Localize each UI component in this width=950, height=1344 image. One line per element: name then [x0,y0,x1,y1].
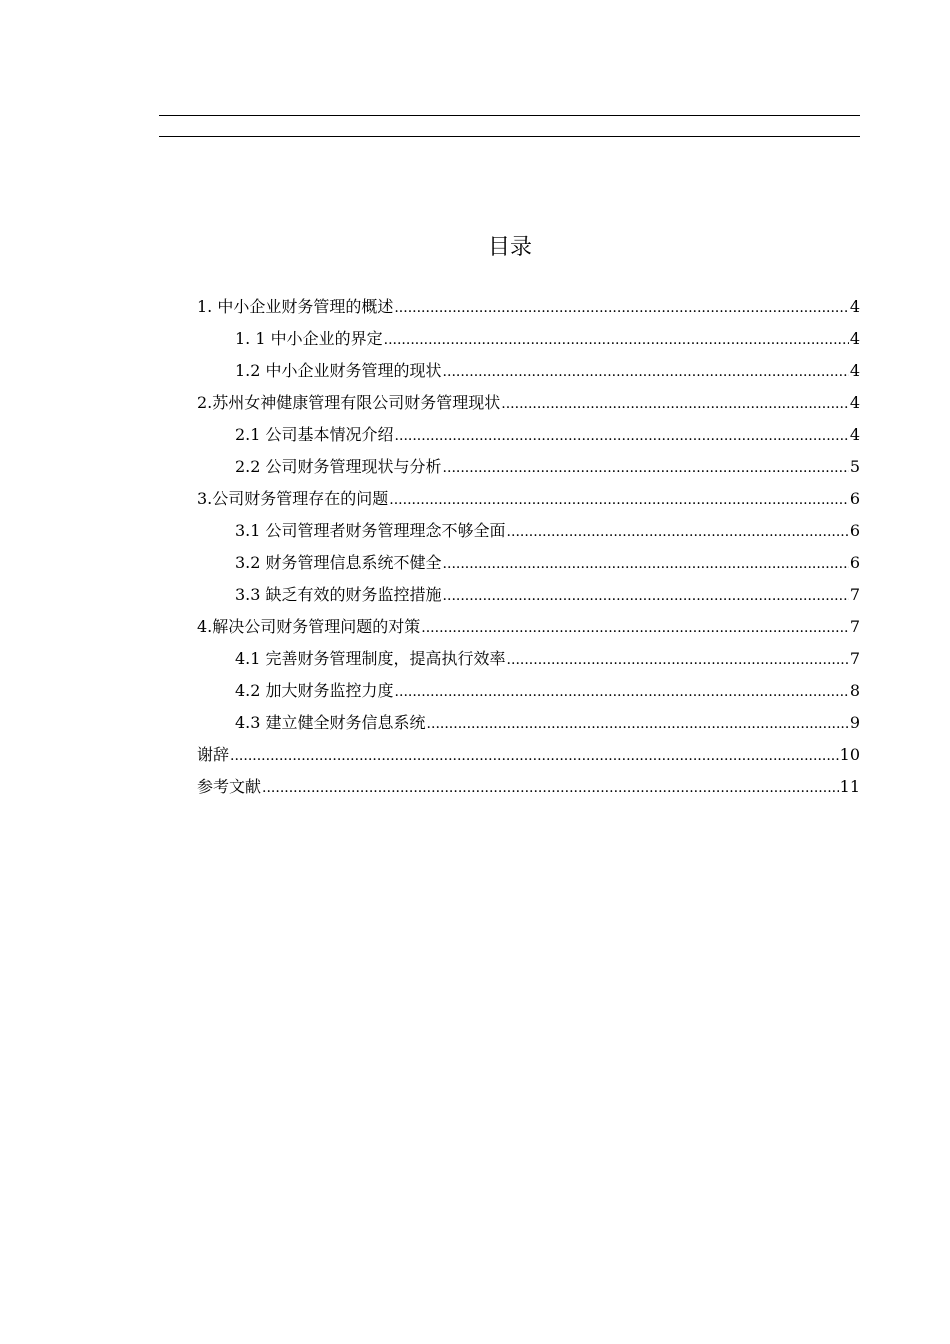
toc-entry[interactable] [197,419,860,451]
toc-entry[interactable] [197,483,860,515]
toc-entry-page: 9 [849,713,860,732]
toc-entry-label: 3.1 公司管理者财务管理理念不够全面 [235,521,506,540]
toc-entry-label: 2.2 公司财务管理现状与分析 [235,457,442,476]
toc-entry-label: 3.3 缺乏有效的财务监控措施 [235,585,442,604]
header-rule-top [159,115,860,116]
toc-entry[interactable] [197,611,860,643]
toc-entry[interactable] [197,451,860,483]
toc-entry[interactable] [197,579,860,611]
toc-entry[interactable] [197,547,860,579]
toc-leader-dots [507,516,849,548]
toc-entry-page: 6 [849,521,860,540]
toc-entry[interactable] [197,355,860,387]
toc-entry-page: 4 [849,329,860,348]
toc-entry-label: 4.1 完善财务管理制度，提高执行效率 [235,649,506,668]
toc-entry-page: 4 [849,361,860,380]
toc-leader-dots [395,420,849,452]
toc-entry[interactable] [197,707,860,739]
toc-entry-label: 2.苏州女神健康管理有限公司财务管理现状 [197,393,501,412]
toc-entry[interactable] [197,291,860,323]
toc-entry-page: 11 [839,777,860,796]
table-of-contents [197,291,860,803]
toc-entry-page: 8 [849,681,860,700]
toc-title: 目录 [487,235,532,260]
toc-leader-dots [395,676,849,708]
toc-entry[interactable] [197,771,860,803]
toc-leader-dots [443,452,849,484]
toc-leader-dots [421,612,849,644]
toc-entry[interactable] [197,323,860,355]
toc-entry-label: 1. 中小企业财务管理的概述 [197,297,394,316]
toc-leader-dots [427,708,849,740]
toc-entry-label: 4.2 加大财务监控力度 [235,681,394,700]
toc-entry-page: 7 [849,649,860,668]
toc-leader-dots [262,772,839,804]
toc-entry-label: 4.解决公司财务管理问题的对策 [197,617,421,636]
toc-entry[interactable] [197,387,860,419]
toc-entry-label: 3.2 财务管理信息系统不健全 [235,553,442,572]
toc-entry-label: 3.公司财务管理存在的问题 [197,489,389,508]
toc-leader-dots [394,292,848,324]
toc-entry-page: 4 [849,393,860,412]
toc-entry[interactable] [197,515,860,547]
toc-leader-dots [443,548,849,580]
toc-entry-label: 4.3 建立健全财务信息系统 [235,713,426,732]
toc-entry[interactable] [197,643,860,675]
toc-entry-label: 1.2 中小企业财务管理的现状 [235,361,442,380]
toc-leader-dots [384,324,849,356]
toc-entry-page: 6 [849,553,860,572]
toc-entry-page: 4 [849,297,860,316]
toc-entry-page: 7 [849,617,860,636]
toc-entry-page: 4 [849,425,860,444]
toc-entry-page: 10 [839,745,860,764]
toc-entry[interactable] [197,739,860,771]
header-rule-bottom [159,136,860,137]
toc-leader-dots [230,740,839,772]
toc-entry[interactable] [197,675,860,707]
toc-entry-page: 6 [849,489,860,508]
toc-entry-label: 2.1 公司基本情况介绍 [235,425,394,444]
toc-leader-dots [443,580,849,612]
toc-leader-dots [507,644,849,676]
toc-entry-page: 5 [849,457,860,476]
toc-leader-dots [443,356,849,388]
toc-leader-dots [501,388,849,420]
toc-entry-label: 1. 1 中小企业的界定 [235,329,383,348]
toc-entry-label: 参考文献 [197,777,262,796]
toc-leader-dots [389,484,849,516]
toc-entry-label: 谢辞 [197,745,230,764]
toc-entry-page: 7 [849,585,860,604]
